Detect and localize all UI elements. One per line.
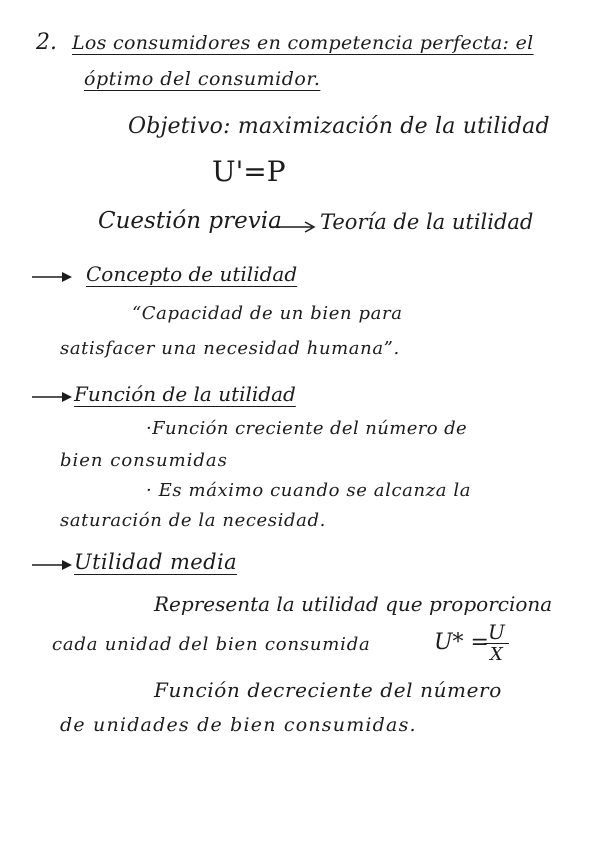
objective-text: Objetivo: maximización de la utilidad xyxy=(128,114,550,139)
average-utility-formula-lhs: U* = xyxy=(434,630,489,655)
arrow-right-icon xyxy=(268,220,318,234)
section-title-concepto: Concepto de utilidad xyxy=(86,262,298,286)
heading-line-1: Los consumidores en competencia perfecta: el xyxy=(72,32,534,54)
section-title-funcion: Función de la utilidad xyxy=(74,382,296,406)
section-text-line: de unidades de bien consumidas. xyxy=(60,714,417,736)
section-title-utilidad-media: Utilidad media xyxy=(74,550,237,574)
section-number: 2. xyxy=(36,30,57,55)
fraction-denominator: X xyxy=(490,644,503,665)
section-text-line: saturación de la necesidad. xyxy=(60,510,326,531)
previous-question-label: Cuestión previa xyxy=(98,208,282,234)
section-text-line: satisfacer una necesidad humana”. xyxy=(60,338,400,359)
heading-line-2: óptimo del consumidor. xyxy=(84,68,321,90)
objective-formula: U'=P xyxy=(212,155,286,188)
bullet-arrow-icon xyxy=(30,270,74,284)
average-utility-fraction xyxy=(484,622,509,664)
previous-question-target: Teoría de la utilidad xyxy=(320,210,534,234)
section-text-line: “Capacidad de un bien para xyxy=(132,303,403,324)
section-text-line: ·Función creciente del número de xyxy=(146,418,468,439)
section-text-line: Función decreciente del número xyxy=(154,678,502,702)
fraction-numerator: U xyxy=(484,622,509,644)
section-text-line: cada unidad del bien consumida xyxy=(52,634,371,655)
section-text-line: · Es máximo cuando se alcanza la xyxy=(146,480,472,501)
bullet-arrow-icon xyxy=(30,558,74,572)
section-text-line: bien consumidas xyxy=(60,450,228,471)
bullet-arrow-icon xyxy=(30,390,74,404)
section-text-line: Representa la utilidad que proporciona xyxy=(154,592,553,616)
